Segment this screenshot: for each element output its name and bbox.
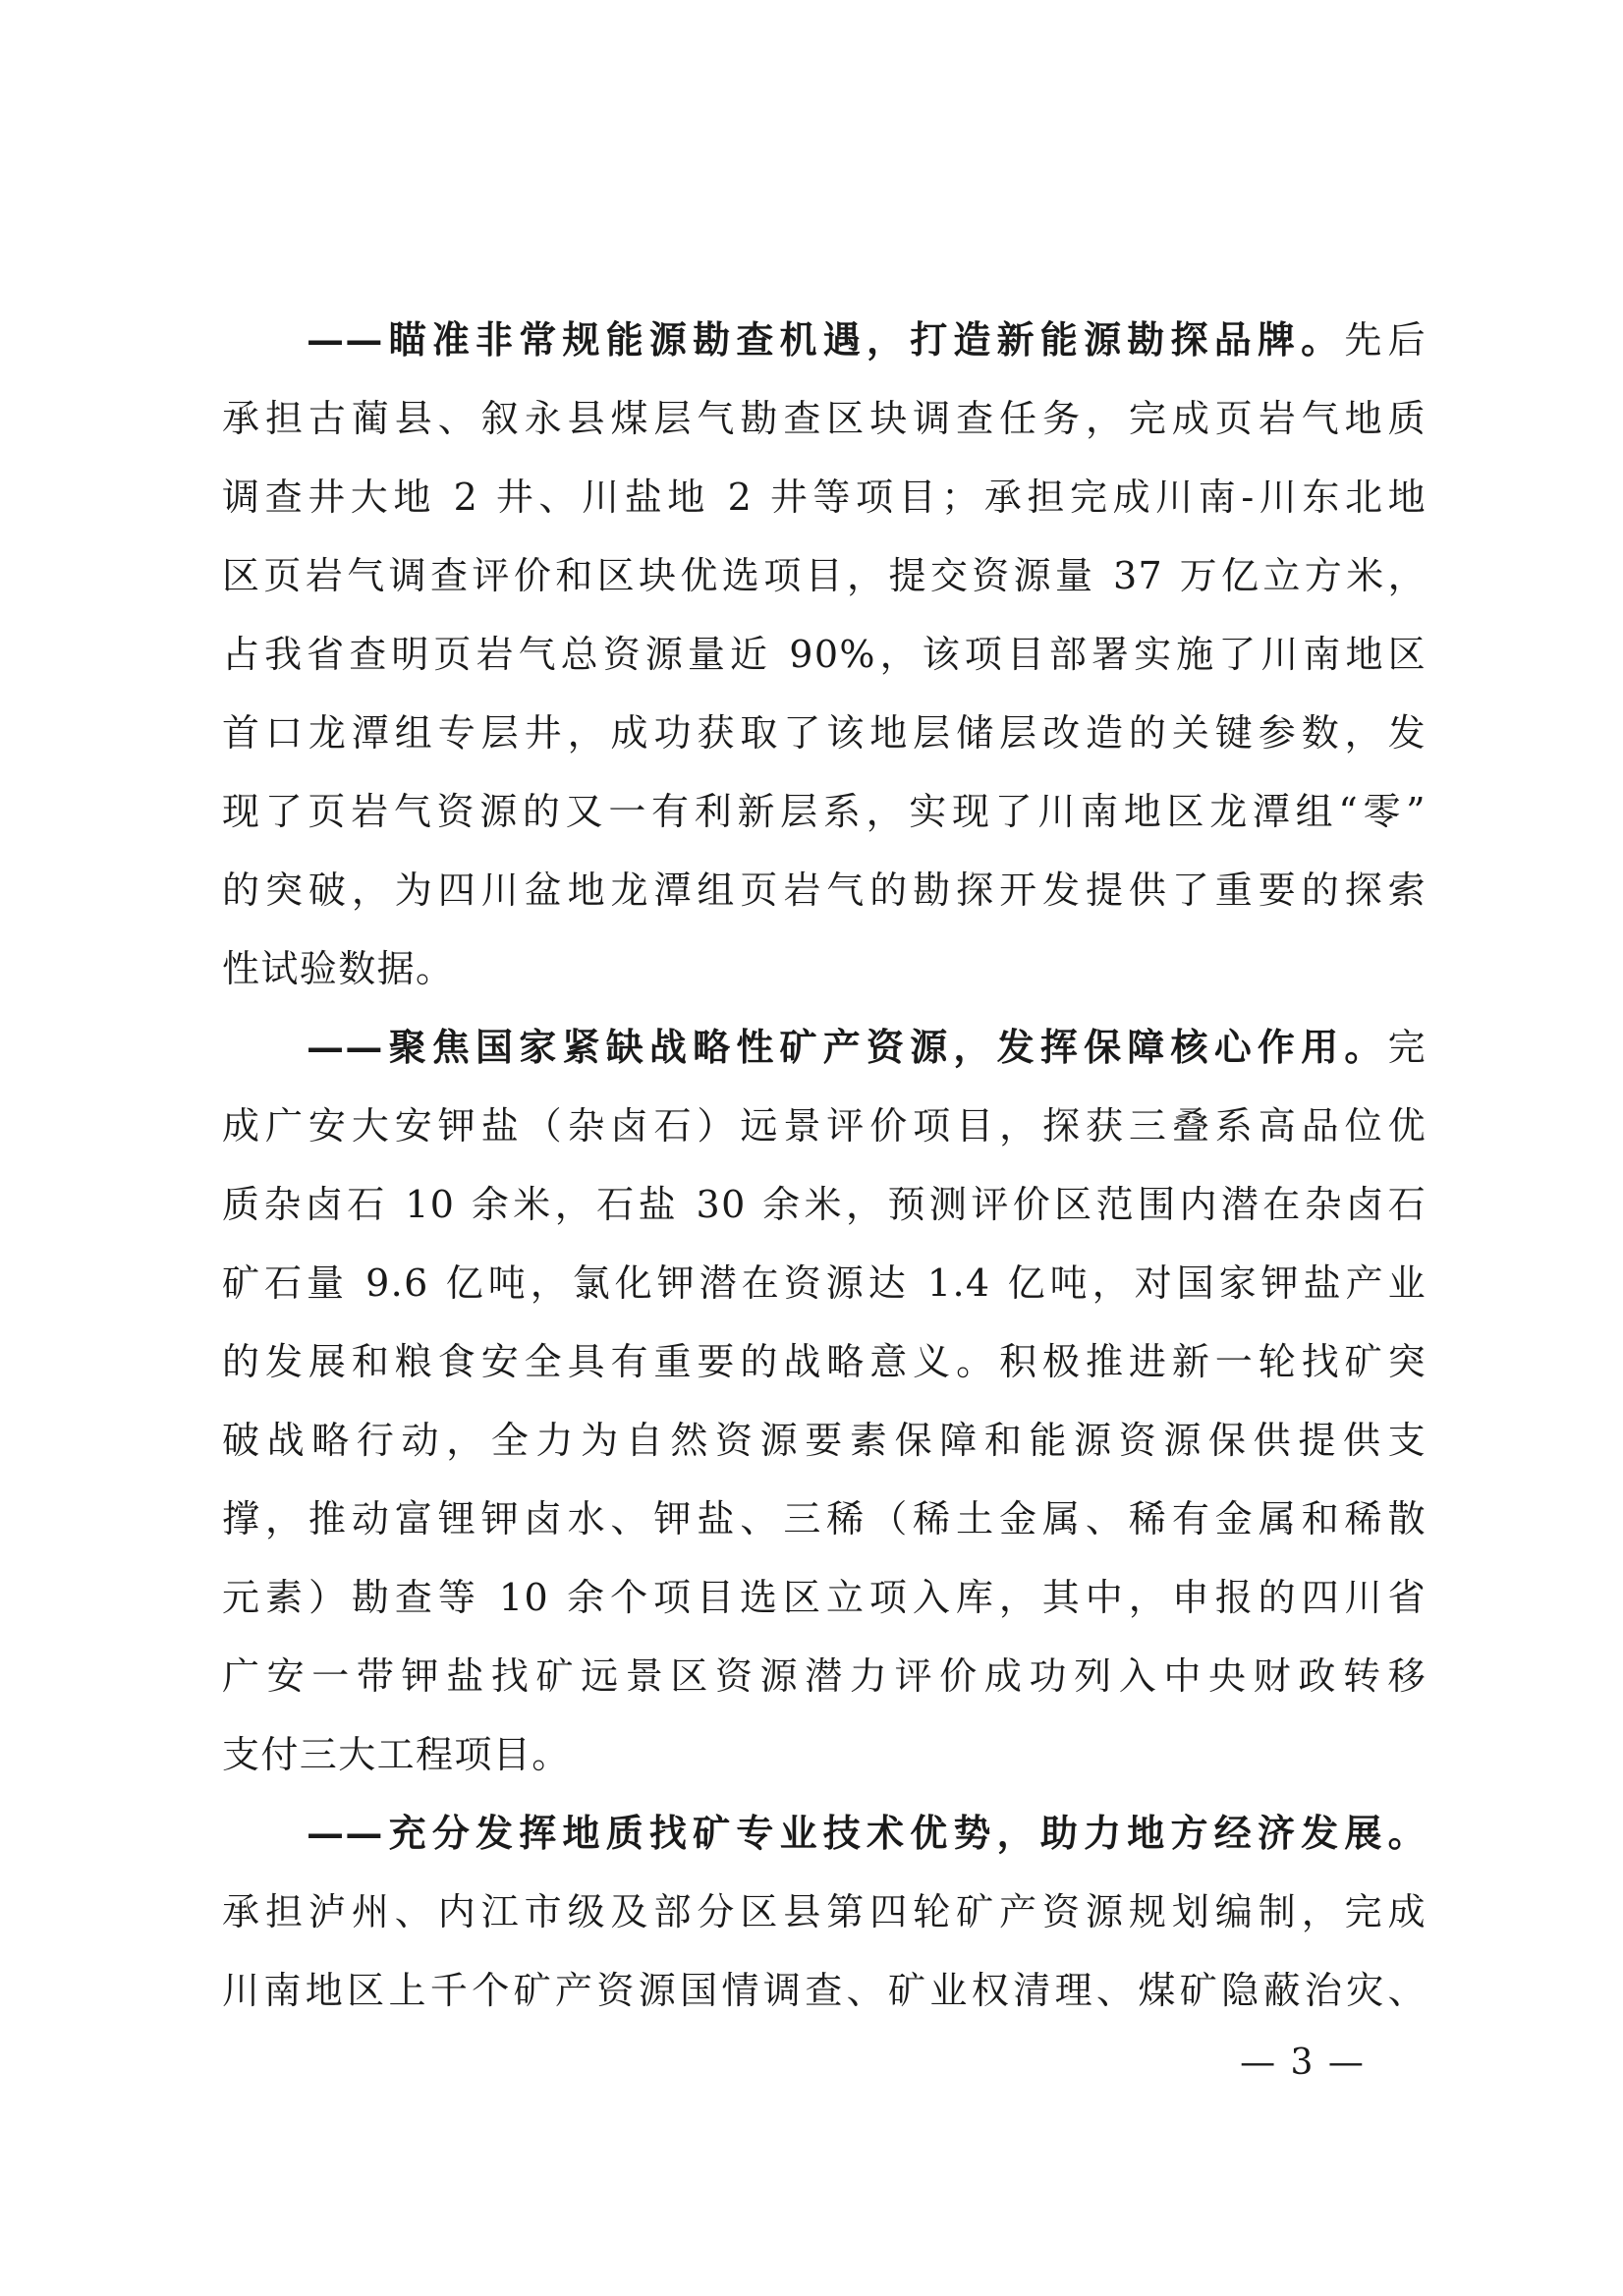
text-line: 元素）勘查等 10 余个项目选区立项入库，其中，申报的四川省 (222, 1576, 1427, 1619)
text-line: 首口龙潭组专层井，成功获取了该地层储层改造的关键参数，发 (222, 711, 1427, 755)
text-line: 质杂卤石 10 余米，石盐 30 余米，预测评价区范围内潜在杂卤石 (222, 1183, 1427, 1226)
text-line (222, 1008, 1427, 1087)
text-run: 先后 (1344, 318, 1427, 362)
paragraph-local-economy (222, 1794, 1427, 2030)
paragraph-unconventional-energy (222, 301, 1427, 1008)
paragraph-lead-heading: ——聚焦国家紧缺战略性矿产资源，发挥保障核心作用。 (307, 1025, 1388, 1069)
text-run: 完 (1387, 1026, 1427, 1069)
paragraph-lead-heading: ——瞄准非常规能源勘查机遇，打造新能源勘探品牌。 (307, 317, 1345, 362)
text-line: 支付三大工程项目。 (222, 1733, 571, 1776)
page-number: — 3 — (1240, 2043, 1366, 2083)
text-line: 的突破，为四川盆地龙潭组页岩气的勘探开发提供了重要的探索 (222, 868, 1427, 912)
text-line: 占我省查明页岩气总资源量近 90%，该项目部署实施了川南地区 (222, 633, 1427, 676)
text-line: 区页岩气调查评价和区块优选项目，提交资源量 37 万亿立方米， (222, 554, 1427, 597)
text-line (222, 301, 1427, 379)
body-text (222, 301, 1427, 2030)
text-line: 撑，推动富锂钾卤水、钾盐、三稀（稀土金属、稀有金属和稀散 (222, 1497, 1427, 1540)
text-line: 矿石量 9.6 亿吨，氯化钾潜在资源达 1.4 亿吨，对国家钾盐产业 (222, 1261, 1427, 1305)
text-line: 调查井大地 2 井、川盐地 2 井等项目；承担完成川南-川东北地 (222, 476, 1427, 519)
text-line (222, 1794, 1427, 1873)
paragraph-strategic-minerals (222, 1008, 1427, 1794)
text-line: 广安一带钾盐找矿远景区资源潜力评价成功列入中央财政转移 (222, 1654, 1427, 1698)
text-line: 成广安大安钾盐（杂卤石）远景评价项目，探获三叠系高品位优 (222, 1104, 1427, 1148)
text-line: 的发展和粮食安全具有重要的战略意义。积极推进新一轮找矿突 (222, 1340, 1427, 1383)
text-line: 承担古蔺县、叙永县煤层气勘查区块调查任务，完成页岩气地质 (222, 397, 1427, 440)
text-line: 现了页岩气资源的又一有利新层系，实现了川南地区龙潭组“零” (222, 790, 1427, 833)
text-line: 性试验数据。 (222, 947, 455, 990)
text-line: 承担泸州、内江市级及部分区县第四轮矿产资源规划编制，完成 (222, 1890, 1427, 1933)
text-line: 川南地区上千个矿产资源国情调查、矿业权清理、煤矿隐蔽治灾、 (222, 1969, 1427, 2012)
text-line: 破战略行动，全力为自然资源要素保障和能源资源保供提供支 (222, 1419, 1427, 1462)
paragraph-lead-heading: ——充分发挥地质找矿专业技术优势，助力地方经济发展。 (307, 1811, 1427, 1855)
